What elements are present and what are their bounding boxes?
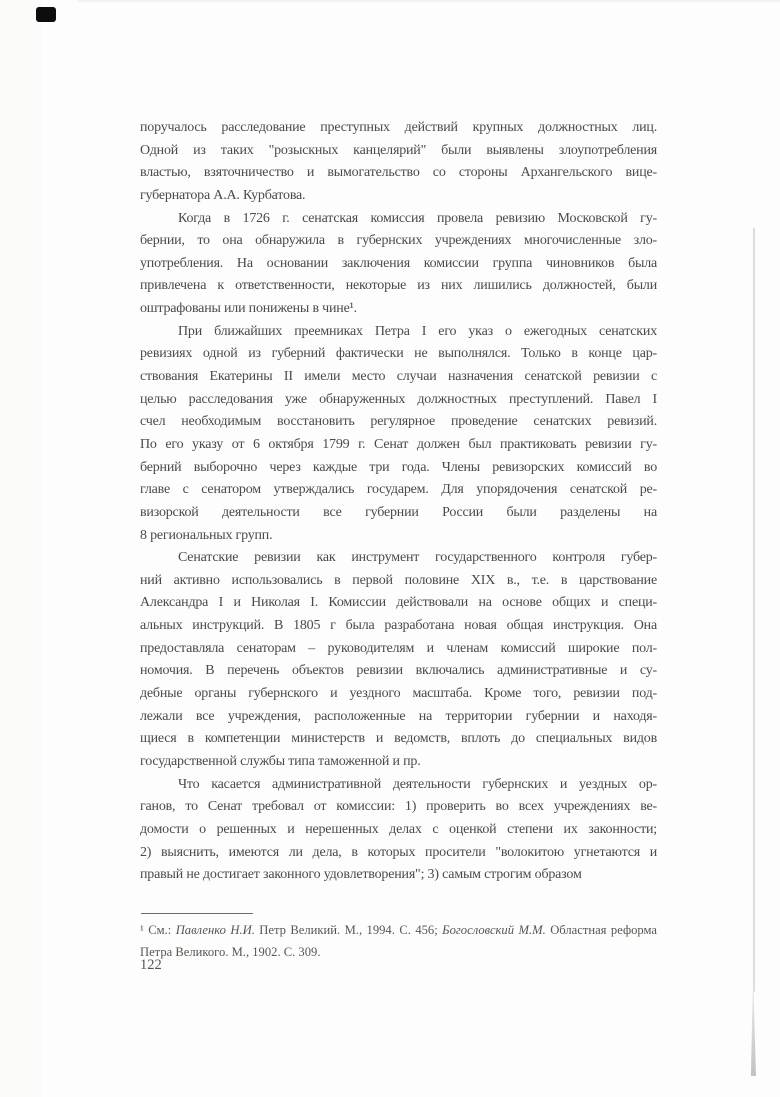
- text-line: щиеся в компетенции министерств и ведомств, вплоть до специальных видов: [140, 731, 657, 747]
- text-line: Когда в 1726 г. сенатская комиссия провела ревизию Московской гу-: [178, 210, 657, 226]
- text-line: поручалось расследование преступных действий крупных должностных лиц.: [140, 120, 657, 135]
- text-line: целью расследования уже обнаруженных должностных преступлений. Павел I: [140, 391, 657, 407]
- text-line: лежали все учреждения, расположенные на территории губернии и находя-: [140, 708, 657, 724]
- text-line: употребления. На основании заключения комиссии группа чиновников была: [140, 255, 657, 271]
- text-line: Сенатские ревизии как инструмент государственного контроля губер-: [178, 550, 657, 566]
- text-line: Что касается административной деятельности губернских и уездных ор-: [178, 776, 657, 792]
- text-line: губернатора А.А. Курбатова.: [140, 187, 306, 203]
- text-line: бернии, то она обнаружила в губернских учреждениях многочисленные зло-: [140, 233, 657, 249]
- footnote-fragment: ¹ См.:: [140, 923, 176, 937]
- paragraph: [140, 117, 657, 208]
- text-line: 8 региональных групп.: [140, 527, 273, 543]
- text-line: властью, взяточничество и вымогательство со стороны Архангельского вице-: [140, 165, 657, 181]
- footnote-fragment: Областная реформа Петра Великого. М., 1902. С. 309.: [140, 923, 658, 959]
- footnote-separator: [141, 913, 253, 914]
- paragraph: [140, 321, 657, 547]
- scan-artifact-mark: [36, 7, 56, 22]
- text-line: ствования Екатерины II имели место случаи назначения сенатской ревизии с: [140, 369, 657, 385]
- footnote-author: Павленко Н.И.: [175, 923, 255, 937]
- text-line: домости о решенных и нерешенных делах с оценкой степени их законности;: [140, 821, 657, 837]
- text-line: государственной службы типа таможенной и пр.: [140, 753, 421, 769]
- text-line: дебные органы губернского и уездного масштаба. Кроме того, ревизии под-: [140, 686, 657, 702]
- footnote-fragment: Петр Великий. М., 1994. С. 456;: [254, 923, 443, 937]
- footnote-author: Богословский М.М.: [442, 923, 546, 937]
- text-line: визорской деятельности все губернии России были разделены на: [140, 504, 657, 520]
- text-line: Одной из таких "розыскных канцелярий" были выявлены злоупотребления: [140, 142, 657, 158]
- paragraph: [140, 547, 657, 773]
- text-line: главе с сенатором утверждались государем. Для упорядочения сенатской ре-: [140, 482, 657, 498]
- text-line: 2) выяснить, имеются ли дела, в которых просители "волокитою угнетаются и: [140, 844, 657, 860]
- text-line: альных инструкций. В 1805 г была разработана новая общая инструкция. Она: [140, 618, 657, 634]
- text-line: ганов, то Сенат требовал от комиссии: 1) проверить во всех учреждениях ве-: [140, 799, 657, 815]
- text-line: правый не достигает законного удовлетворения"; 3) самым строгим образом: [140, 867, 582, 883]
- text-line: берний выборочно через каждые три года. Члены ревизорских комиссий во: [140, 459, 657, 475]
- paragraph: [140, 208, 657, 321]
- text-line: предоставляла сенаторам – руководителям и членам комиссий широкие пол-: [140, 640, 657, 656]
- paragraph: [140, 774, 657, 887]
- text-block: [140, 117, 657, 887]
- scan-edge-top: [78, 0, 780, 3]
- text-line: Александра I и Николая I. Комиссии действовали на основе общих и специ-: [140, 595, 657, 611]
- text-line: привлечена к ответственности, некоторые из них лишились должностей, были: [140, 278, 657, 294]
- page-number: 122: [140, 957, 162, 973]
- footnote-text: [140, 920, 657, 963]
- text-line: номочия. В перечень объектов ревизии включались административные и су-: [140, 663, 657, 679]
- text-line: По его указу от 6 октября 1799 г. Сенат должен был практиковать ревизии гу-: [140, 436, 657, 452]
- page-edge-line: [753, 228, 755, 992]
- scan-edge-band: [0, 0, 42, 1097]
- text-line: оштрафованы или понижены в чине¹.: [140, 301, 357, 317]
- text-line: ревизиях одной из губерний фактически не выполнялся. Только в конце цар-: [140, 346, 657, 362]
- text-line: ний активно использовались в первой половине XIX в., т.е. в царствование: [140, 572, 657, 588]
- text-line: счел необходимым восстановить регулярное проведение сенатских ревизий.: [140, 414, 657, 430]
- page-edge-line-bottom: [750, 990, 756, 1076]
- text-line: При ближайших преемниках Петра I его указ о ежегодных сенатских: [178, 323, 657, 339]
